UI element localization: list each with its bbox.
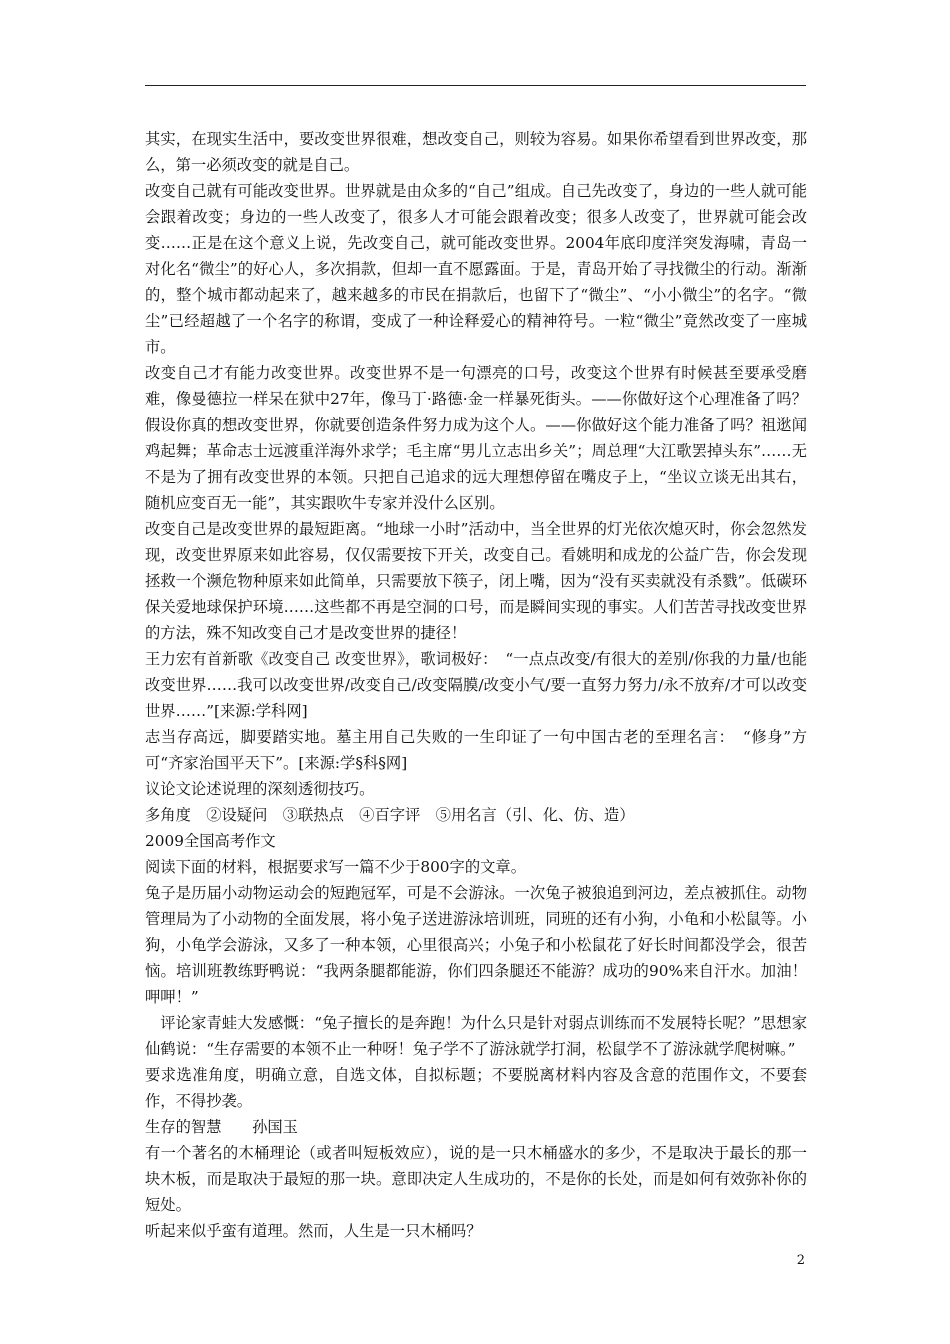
paragraph-8: 多角度 ②设疑问 ③联热点 ④百字评 ⑤用名言（引、化、仿、造）: [145, 806, 635, 824]
essay-title: 生存的智慧 孙国玉: [145, 1118, 298, 1136]
paragraph-1: 其实，在现实生活中，要改变世界很难，想改变自己，则较为容易。如果你希望看到世界改变，那么，第一必须改变的就是自己。: [145, 130, 807, 174]
header-rule: [145, 85, 806, 86]
paragraph-4: 改变自己是改变世界的最短距离。“地球一小时”活动中，当全世界的灯光依次熄灭时，你会忽然发现，改变世界原来如此容易，仅仅需要按下开关，改变自己。看姚明和成龙的公益广告，你会发现拯救一个濒危物种原来如此简单，只需要放下筷子，闭上嘴，因为“没有买卖就没有杀戮”。低碳环保关爱地球保护环境……这些都不再是空洞的口号，而是瞬间实现的事实。人们苦苦寻找改变世界的方法，殊不知改变自己才是改变世界的捷径！: [145, 520, 807, 642]
paragraph-16: 听起来似乎蛮有道理。然而，人生是一只木桶吗？: [145, 1222, 482, 1240]
paragraph-11: 兔子是历届小动物运动会的短跑冠军，可是不会游泳。一次兔子被狼追到河边，差点被抓住。动物管理局为了小动物的全面发展，将小兔子送进游泳培训班，同班的还有小狗，小龟和小松鼠等。小狗，小龟学会游泳，又多了一种本领，心里很高兴；小兔子和小松鼠花了好长时间都没学会，很苦恼。培训班教练野鸭说：“我两条腿都能游，你们四条腿还不能游？成功的90%来自汗水。加油！呷呷！”: [145, 884, 807, 1006]
page-number: 2: [796, 1253, 805, 1268]
paragraph-6: 志当存高远，脚要踏实地。墓主用自己失败的一生印证了一句中国古老的至理名言： “修身”方可“齐家治国平天下”。[来源:学§科§网]: [145, 728, 807, 772]
paragraph-10: 阅读下面的材料，根据要求写一篇不少于800字的文章。: [145, 858, 527, 876]
paragraph-2: 改变自己就有可能改变世界。世界就是由众多的“自己”组成。自己先改变了，身边的一些人就可能会跟着改变；身边的一些人改变了，很多人才可能会跟着改变；很多人改变了，世界就可能会改变……正是在这个意义上说，先改变自己，就可能改变世界。2004年底印度洋突发海啸，青岛一对化名“微尘”的好心人，多次捐款，但却一直不愿露面。于是，青岛开始了寻找微尘的行动。渐渐的，整个城市都动起来了，越来越多的市民在捐款后，也留下了“微尘”、“小小微尘”的名字。“微尘”已经超越了一个名字的称谓，变成了一种诠释爱心的精神符号。一粒“微尘”竟然改变了一座城市。: [145, 182, 807, 356]
paragraph-13: 要求选准角度，明确立意，自选文体，自拟标题；不要脱离材料内容及含意的范围作文，不要套作，不得抄袭。: [145, 1066, 807, 1110]
paragraph-5: 王力宏有首新歌《改变自己 改变世界》，歌词极好： “一点点改变/有很大的差别/你我的力量/也能改变世界……我可以改变世界/改变自己/改变隔膜/改变小气/要一直努力努力/永不放弃/才可以改变世界……”[来源:学科网]: [145, 650, 807, 720]
paragraph-9: 2009全国高考作文: [145, 832, 276, 850]
paragraph-7: 议论文论述说理的深刻透彻技巧。: [145, 780, 375, 798]
body-text: [145, 126, 807, 1244]
paragraph-3: 改变自己才有能力改变世界。改变世界不是一句漂亮的口号，改变这个世界有时候甚至要承受磨难，像曼德拉一样呆在狱中27年，像马丁·路德·金一样暴死街头。——你做好这个心理准备了吗？假设你真的想改变世界，你就要创造条件努力成为这个人。——你做好这个能力准备了吗？祖逖闻鸡起舞；革命志士远渡重洋海外求学；毛主席“男儿立志出乡关”；周总理“大江歌罢掉头东”……无不是为了拥有改变世界的本领。只把自己追求的远大理想停留在嘴皮子上，“坐议立谈无出其右，随机应变百无一能”，其实跟吹牛专家并没什么区别。: [145, 364, 807, 512]
paragraph-12: 评论家青蛙大发感慨：“兔子擅长的是奔跑！为什么只是针对弱点训练而不发展特长呢？”思想家仙鹤说：“生存需要的本领不止一种呀！兔子学不了游泳就学打洞，松鼠学不了游泳就学爬树嘛。”: [145, 1014, 807, 1058]
paragraph-15: 有一个著名的木桶理论（或者叫短板效应），说的是一只木桶盛水的多少，不是取决于最长的那一块木板，而是取决于最短的那一块。意即决定人生成功的，不是你的长处，而是如何有效弥补你的短处。: [145, 1144, 807, 1214]
